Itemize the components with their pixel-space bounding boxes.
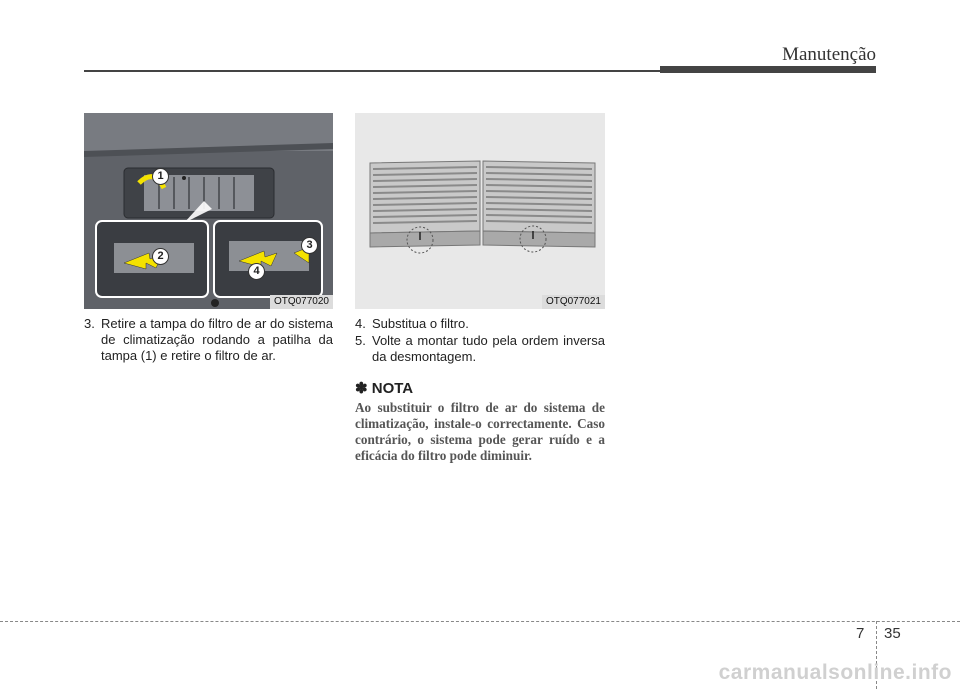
page-number: 35: [884, 625, 901, 642]
step-5: [355, 333, 605, 365]
callout-2: 2: [152, 248, 169, 265]
header-rule: [84, 70, 660, 72]
callout-4: 4: [248, 263, 265, 280]
step-number: 4.: [355, 316, 366, 331]
air-filter-illustration: [355, 113, 605, 309]
page-header-title: Manutenção: [782, 44, 876, 65]
glovebox-illustration: [84, 113, 333, 309]
step-4: [355, 316, 605, 332]
step-number: 5.: [355, 333, 366, 348]
watermark: carmanualsonline.info: [718, 661, 952, 684]
figure-code: OTQ077020: [270, 295, 333, 309]
figure-filter-cover: [84, 113, 333, 309]
step-number: 3.: [84, 316, 95, 331]
step-3: [84, 316, 333, 364]
note-title: ✽ NOTA: [355, 380, 414, 397]
footer-rule: [0, 621, 960, 622]
header-rule-accent: [660, 66, 876, 73]
figure-air-filters: [355, 113, 605, 309]
step-text: Retire a tampa do filtro de ar do sistema de climatização rodando a patilha da tampa (1) e retire o filtro de ar.: [101, 316, 333, 363]
chapter-number: 7: [856, 625, 865, 642]
figure-code: OTQ077021: [542, 295, 605, 309]
note-body: Ao substituir o filtro de ar do sistema de climatização, instale-o correctamente. Caso contrário, o sistema pode gerar ruído e a eficácia do filtro pode diminuir.: [355, 400, 605, 463]
step-text: Substitua o filtro.: [372, 316, 469, 331]
callout-3: 3: [301, 237, 318, 254]
step-text: Volte a montar tudo pela ordem inversa da desmontagem.: [372, 333, 605, 364]
callout-1: 1: [152, 168, 169, 185]
